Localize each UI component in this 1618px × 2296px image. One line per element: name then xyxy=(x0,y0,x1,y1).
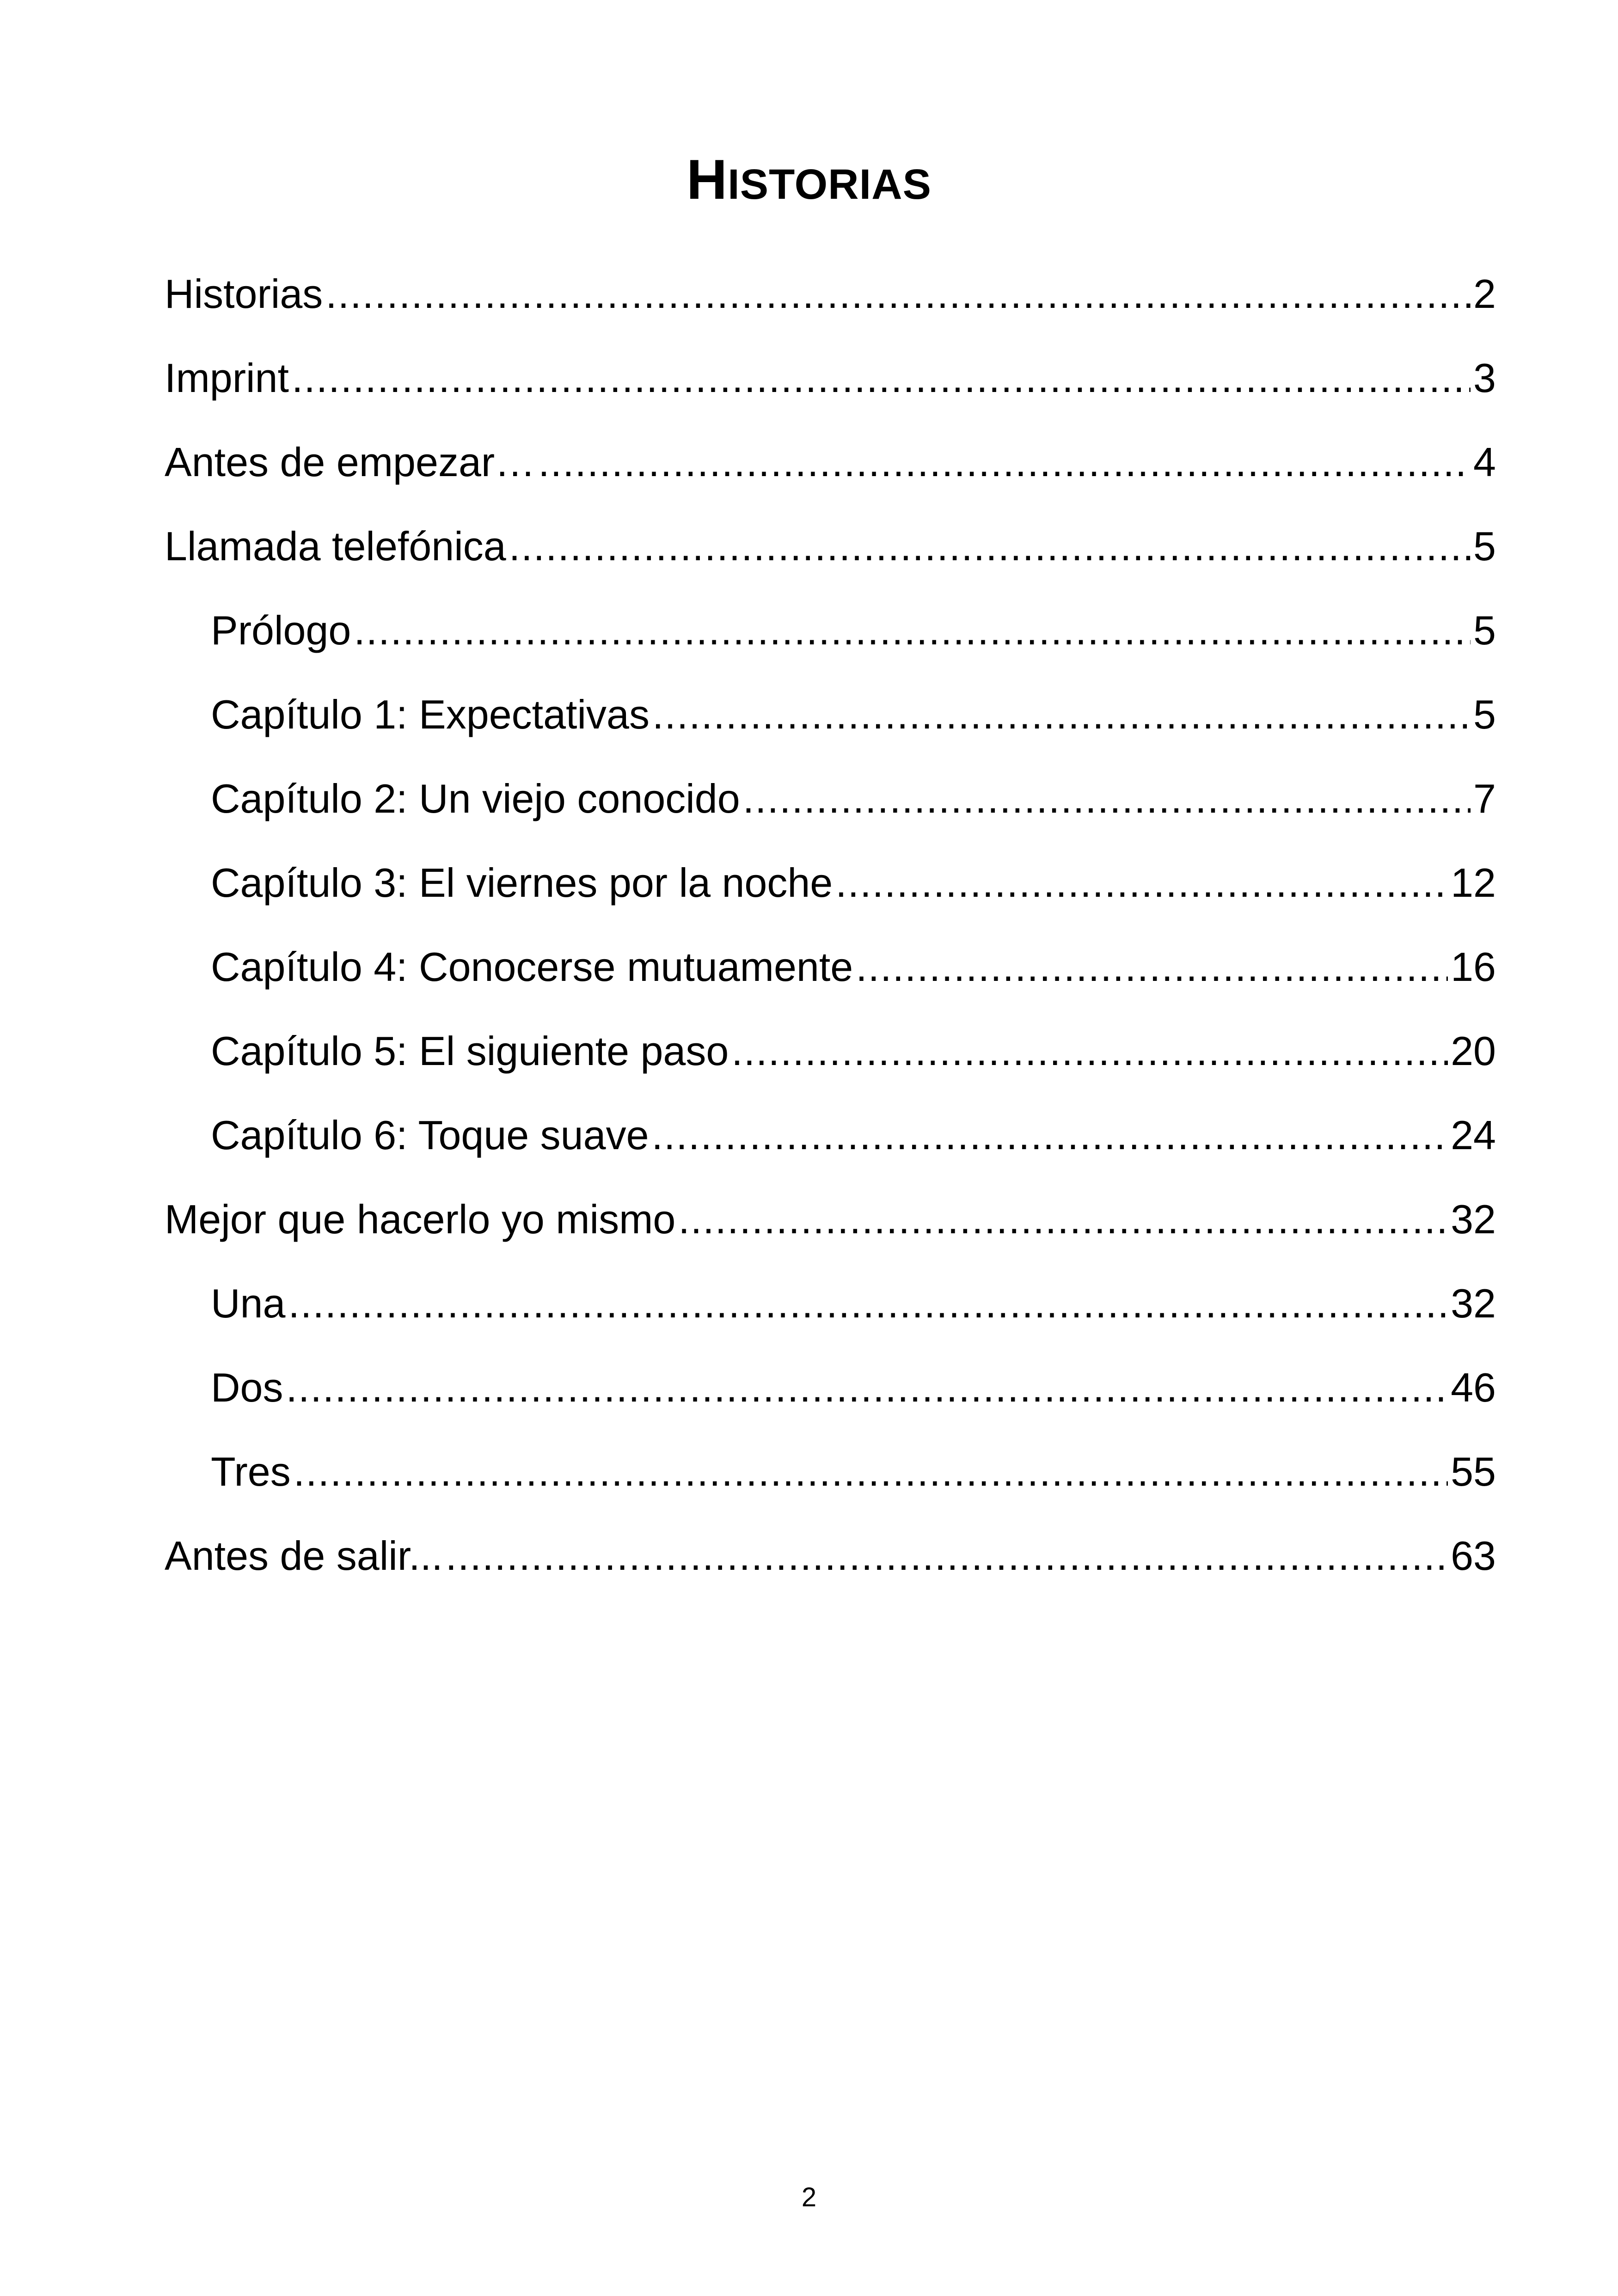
toc-entry-label: Capítulo 1: Expectativas xyxy=(211,692,650,737)
toc-entry-page: 3 xyxy=(1473,355,1496,401)
toc-entry-antes-de-salir[interactable] xyxy=(165,1514,1496,1598)
page-title-initial: H xyxy=(686,147,728,211)
toc-entry-page: 20 xyxy=(1451,1028,1496,1074)
toc-entry-label: Prólogo xyxy=(211,607,351,653)
toc-entry-label: Capítulo 4: Conocerse mutuamente xyxy=(211,944,853,990)
toc-entry-label: Mejor que hacerlo yo mismo xyxy=(165,1196,676,1242)
toc-entry-capitulo-1[interactable] xyxy=(165,673,1496,757)
toc-entry-page: 7 xyxy=(1473,776,1496,821)
toc-leader-dots xyxy=(446,1514,1448,1598)
toc-entry-llamada-telefonica[interactable] xyxy=(165,504,1496,588)
toc-entry-page: 16 xyxy=(1451,944,1496,990)
toc-leader-dots xyxy=(286,1346,1448,1430)
toc-entry-page: 32 xyxy=(1451,1196,1496,1242)
toc-entry-page: 12 xyxy=(1451,860,1496,906)
toc-entry-label: Llamada telefónica xyxy=(165,523,506,569)
toc-entry-label: Antes de salir... xyxy=(165,1533,443,1579)
toc-leader-dots xyxy=(678,1177,1448,1261)
toc-leader-dots xyxy=(325,252,1471,336)
toc-entry-label: Dos xyxy=(211,1365,283,1410)
toc-entry-antes-de-empezar[interactable] xyxy=(165,420,1496,504)
toc-leader-dots xyxy=(856,925,1448,1009)
toc-entry-una[interactable] xyxy=(165,1261,1496,1346)
toc-leader-dots xyxy=(731,1009,1448,1093)
toc-entry-dos[interactable] xyxy=(165,1346,1496,1430)
toc-entry-page: 46 xyxy=(1451,1365,1496,1410)
toc-leader-dots xyxy=(288,1261,1448,1346)
toc-leader-dots xyxy=(292,336,1471,420)
toc-entry-label: Capítulo 2: Un viejo conocido xyxy=(211,776,740,821)
toc-entry-page: 5 xyxy=(1473,692,1496,737)
toc-leader-dots xyxy=(538,420,1471,504)
toc-entry-capitulo-3[interactable] xyxy=(165,841,1496,925)
toc-entry-prologo[interactable] xyxy=(165,588,1496,673)
toc-entry-label: Capítulo 3: El viernes por la noche xyxy=(211,860,833,906)
toc-entry-page: 63 xyxy=(1451,1533,1496,1579)
toc-entry-page: 32 xyxy=(1451,1280,1496,1326)
table-of-contents xyxy=(165,252,1496,1598)
toc-entry-mejor-que-hacerlo[interactable] xyxy=(165,1177,1496,1261)
toc-entry-label: Imprint xyxy=(165,355,289,401)
toc-entry-page: 5 xyxy=(1473,523,1496,569)
toc-leader-dots xyxy=(294,1430,1448,1514)
toc-entry-label: Tres xyxy=(211,1449,291,1494)
toc-entry-capitulo-5[interactable] xyxy=(165,1009,1496,1093)
page-title xyxy=(0,147,1618,211)
toc-entry-tres[interactable] xyxy=(165,1430,1496,1514)
toc-entry-capitulo-2[interactable] xyxy=(165,757,1496,841)
toc-entry-page: 2 xyxy=(1473,271,1496,317)
toc-leader-dots xyxy=(743,757,1471,841)
toc-entry-page: 4 xyxy=(1473,439,1496,485)
page-number: 2 xyxy=(801,2182,817,2212)
toc-entry-page: 55 xyxy=(1451,1449,1496,1494)
toc-leader-dots xyxy=(835,841,1448,925)
toc-entry-label: Capítulo 5: El siguiente paso xyxy=(211,1028,729,1074)
toc-entry-capitulo-6[interactable] xyxy=(165,1093,1496,1177)
toc-entry-imprint[interactable] xyxy=(165,336,1496,420)
toc-entry-page: 24 xyxy=(1451,1112,1496,1158)
toc-entry-historias[interactable] xyxy=(165,252,1496,336)
toc-leader-dots xyxy=(652,1093,1448,1177)
toc-leader-dots xyxy=(509,504,1471,588)
toc-entry-label: Una xyxy=(211,1280,286,1326)
toc-entry-page: 5 xyxy=(1473,607,1496,653)
toc-entry-label: Historias xyxy=(165,271,323,317)
page-title-rest: ISTORIAS xyxy=(728,160,932,208)
toc-leader-dots xyxy=(652,673,1471,757)
toc-entry-label: Antes de empezar… xyxy=(165,439,536,485)
toc-entry-label: Capítulo 6: Toque suave xyxy=(211,1112,649,1158)
toc-entry-capitulo-4[interactable] xyxy=(165,925,1496,1009)
toc-leader-dots xyxy=(354,588,1471,673)
